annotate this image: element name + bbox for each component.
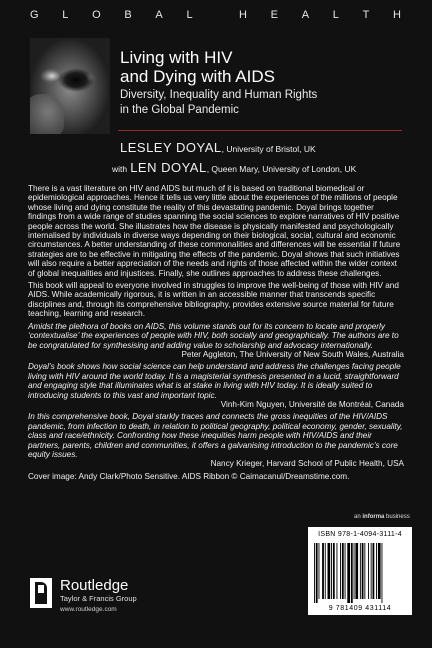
isbn-barcode	[308, 527, 412, 615]
review-attribution: Nancy Krieger, Harvard School of Public Health, USA	[210, 459, 404, 469]
review-attribution: Peter Aggleton, The University of New South Wales, Australia	[181, 349, 404, 359]
publisher-url: www.routledge.com	[60, 606, 117, 613]
barcode-digits: 9 781409 431114	[328, 605, 392, 612]
informa-brand: informa	[362, 514, 385, 520]
informa-prefix: an	[354, 514, 361, 520]
informa-suffix: business	[386, 514, 410, 520]
series-letter: G	[30, 9, 40, 21]
with-label: with	[112, 164, 128, 174]
divider	[118, 130, 402, 131]
series-letter: O	[92, 9, 102, 21]
series-letter: L	[186, 9, 194, 21]
series-letter: L	[62, 9, 70, 21]
back-cover-text	[28, 184, 404, 484]
series-letter: T	[362, 9, 371, 21]
review	[28, 412, 404, 468]
photo-hand	[30, 94, 64, 134]
series-letter: A	[155, 9, 164, 21]
author-affiliation: , Queen Mary, University of London, UK	[206, 164, 357, 174]
blurb-paragraph: This book will appeal to everyone involved in struggles to improve the well-being of those with HIV and AIDS. While academically rigorous, it is written in an accessible manner that transcends specific disciplines and, through its comprehensive bibliography, provides extensive source material for future teaching, learning and research.	[28, 281, 399, 319]
blurb-paragraph: There is a vast literature on HIV and AIDS but much of it is based on traditional biomedical or epidemiological approaches. Hence it tells us very little about the experiences of the millions of people whose living and dying constitute the reality of this devastating pandemic. Doyal brings together findings from a wide range of studies spanning the social sciences to explore narratives of HIV positive people across the world. She illustrates how the disease is physically manifested and psychologically internalised by individuals in diverse ways depending on their biological, social, cultural and economic circumstances. A better understanding of these commonalities and differences will be essential if future strategies are to be effective in mitigating the effects of the pandemic. Doyal shows that such initiatives will also require a better appreciation of the needs and rights of those affected within the wider context of global inequalities and injustices. Finally, she outlines approaches to address these challenges.	[28, 184, 401, 278]
series-letter: E	[270, 9, 279, 21]
series-letter: L	[332, 9, 340, 21]
author-affiliation: , University of Bristol, UK	[221, 144, 316, 154]
subtitle-line-2: in the Global Pandemic	[120, 104, 239, 116]
series-letter: H	[393, 9, 402, 21]
routledge-r-icon	[30, 578, 52, 608]
publisher-name: Routledge	[60, 577, 129, 594]
series-letter: H	[238, 9, 248, 21]
informa-business-mark	[354, 514, 410, 520]
review	[28, 322, 404, 360]
author-primary	[120, 140, 316, 155]
series-letter: A	[301, 9, 311, 21]
series-letter: B	[124, 9, 133, 21]
review-attribution: Vinh-Kim Nguyen, Université de Montréal, Canada	[220, 399, 404, 409]
book-title	[120, 48, 380, 86]
barcode-bars	[314, 543, 406, 603]
publisher-logo	[30, 578, 137, 614]
author-name: LEN DOYAL	[130, 160, 207, 175]
series-name	[0, 4, 432, 26]
author-secondary	[112, 160, 356, 175]
isbn-label: ISBN 978-1-4094-3111-4	[318, 531, 402, 538]
title-line-2: and Dying with AIDS	[120, 67, 275, 86]
book-subtitle	[120, 88, 370, 118]
title-line-1: Living with HIV	[120, 48, 233, 67]
cover-photo	[30, 38, 110, 134]
author-name: LESLEY DOYAL	[120, 140, 222, 155]
review-quote: In this comprehensive book, Doyal starkly traces and connects the gross inequities of the HIV/AIDS pandemic, from infection to death, in relation to political geography, political economy, gender, sexuality, class and race/ethnicity. Confronting how these inequities harm people with HIV/AIDS and their partners, parents, children and communities, it offers a galvanising introduction to the pandemic’s core equity issues.	[28, 412, 403, 459]
cover-credit: Cover image: Andy Clark/Photo Sensitive. AIDS Ribbon © Caimacanul/Dreamstime.com.	[28, 471, 350, 481]
review	[28, 362, 404, 409]
publisher-group: Taylor & Francis Group	[60, 594, 137, 603]
subtitle-line-1: Diversity, Inequality and Human Rights	[120, 89, 318, 101]
review-quote: Doyal’s book shows how social science can help understand and address the challenges facing people living with HIV around the world today. It is a magisterial synthesis presented in a lucid, straightforward and engaging style that illuminates what is at stake in living with HIV today. It is ideally suited to introducing students to this vast and important topic.	[28, 362, 401, 400]
review-quote: Amidst the plethora of books on AIDS, this volume stands out for its concern to locate and properly ‘contextualise’ the experiences of people with HIV, both socially and geographically. The authors are to be congratulated for synthesising and adding value to scholarship and advocacy internationally.	[28, 321, 399, 350]
